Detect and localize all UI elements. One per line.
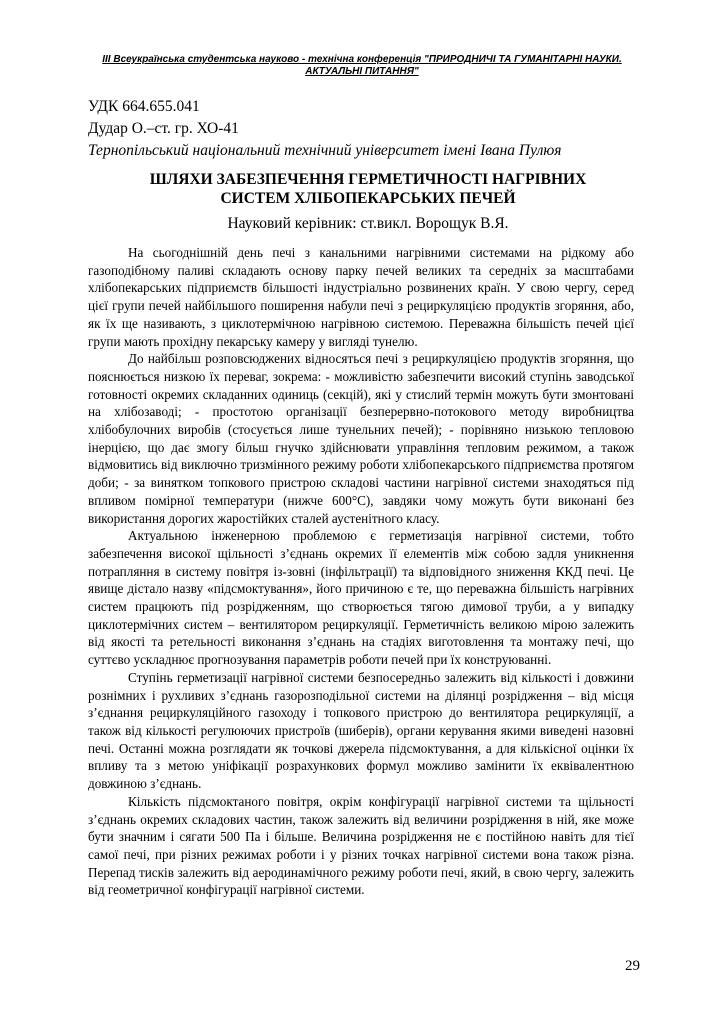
conference-header	[96, 54, 628, 78]
article-meta	[88, 96, 648, 162]
supervisor-line: Науковий керівник: ст.викл. Ворощук В.Я.	[227, 215, 509, 232]
article-title	[88, 170, 648, 208]
page-number: 29	[625, 958, 640, 974]
article-title-line-1: ШЛЯХИ ЗАБЕЗПЕЧЕННЯ ГЕРМЕТИЧНОСТІ НАГРІВНИХ	[149, 171, 587, 188]
author-line: Дудар О.–ст. гр. ХО-41	[88, 120, 239, 137]
article-body	[88, 244, 634, 899]
conference-header-line-2: АКТУАЛЬНІ ПИТАННЯ"	[305, 66, 419, 77]
udk-code: УДК 664.655.041	[88, 98, 200, 115]
conference-header-line-1: III Всеукраїнська студентська науково - технічна конференція "ПРИРОДНИЧІ ТА ГУМАНІТАРНІ НАУКИ.	[102, 54, 622, 65]
article-title-line-2: СИСТЕМ ХЛІБОПЕКАРСЬКИХ ПЕЧЕЙ	[220, 190, 516, 207]
body-paragraph: Кількість підсмоктаного повітря, окрім конфігурації нагрівної системи та щільності з’єднань окремих складових частин, також залежить від величини розрідження в ній, яке може бути значним і сягати 500 Па і більше. Величина розрідження не є постійною навіть для тієї самої печі, при різних режимах роботи і у різних точках нагрівної системи вона також різна. Перепад тисків залежить від аеродинамічного режиму роботи печі, який, в свою чергу, залежить від геометричної конфігурації нагрівної системи.	[88, 793, 634, 898]
body-paragraph: На сьогоднішній день печі з канальними нагрівними системами на рідкому або газоподібному паливі складають основу парку печей великих та середніх за масштабами хлібопекарських підприємств більшості індустріально розвинених країн. У свою чергу, серед цієї групи печей найбільшого поширення набули печі з рециркуляцією продуктів згоряння, або, як їх ще називають, з циклотермічною нагрівною системою. Переважна більшість печей цієї групи мають прохідну пекарську камеру у вигляді тунелю.	[88, 245, 634, 349]
body-paragraph: До найбільш розповсюджених відносяться печі з рециркуляцією продуктів згоряння, що пояснюється низкою їх переваг, зокрема: - можливістю забезпечити високий ступінь заводської готовності окремих складанних одиниць (секцій), які у стислий термін можуть бути змонтовані на хлібозаводі; - простотою організації безперервно-потокового методу виробництва хлібобулочних виробів (стосується лише тунельних печей); - порівняно низькою тепловою інерцією, що дає змогу більш гнучко здійснювати управління тепловим режимом, а також відмовитись від виключно тризмінного режиму роботи хлібопекарського підприємства протягом доби; - за винятком топкового пристрою складові частини нагрівної системи знаходяться під впливом помірної температури (нижче 600°С), завдяки чому можуть бути виконані без використання дорогих жаростійких сталей аустенітного класу.	[88, 351, 634, 526]
body-paragraph: Ступінь герметизації нагрівної системи безпосередньо залежить від кількості і довжини рознімних і рухливих з’єднань газорозподільної системи на ділянці розрідження – від місця з’єднання рециркуляційного газоходу і топкового пристрою до вентилятора рециркуляції, а також від кількості регулюючих пристроїв (шиберів), органи керування якими виведені назовні печі. Останні можна розглядати як точкові джерела підсмоктування, а для кількісної оцінки їх впливу та з метою уніфікації розрахункових формул можливо замінити їх еквівалентною довжиною з’єднань.	[88, 669, 634, 792]
institution-line: Тернопільський національний технічний університет імені Івана Пулюя	[88, 142, 562, 159]
body-paragraph: Актуальною інженерною проблемою є герметизація нагрівної системи, тобто забезпечення високої щільності з’єднань окремих її елементів між собою задля уникнення потрапляння в систему повітря із-зовні (інфільтрації) та відповідного зниження ККД печі. Це явище дістало назву «підсмоктування», його причиною є те, що переважна більшість нагрівних систем працюють під розрідженням, що створюється тягою димової труби, а у випадку циклотермічних систем – вентилятором рециркуляції. Герметичність великою мірою залежить від якості та ретельності виконання з’єднань на стадіях виготовлення та монтажу печі, що суттєво ускладнює прогнозування параметрів роботи печей при їх конструюванні.	[88, 528, 634, 668]
